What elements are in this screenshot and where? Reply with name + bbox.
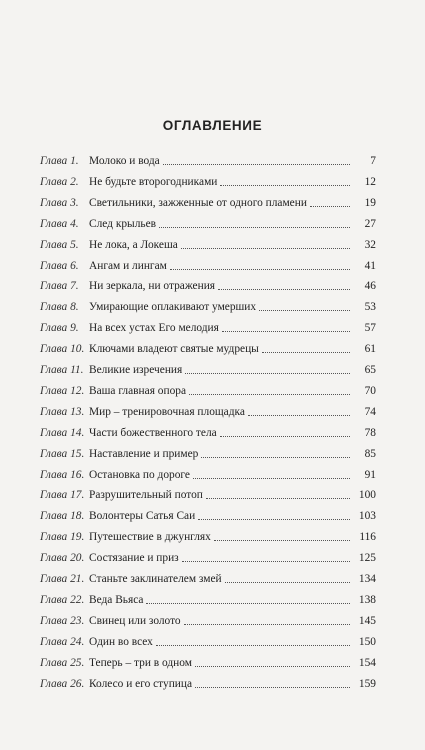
toc-page-number: 154 [358,656,376,669]
toc-leader-dots [218,289,350,290]
toc-page-number: 53 [364,301,376,314]
toc-entry [40,589,376,607]
toc-page-number: 159 [358,677,376,690]
toc-chapter-title: Ни зеркала, ни отражения [89,280,216,293]
toc-chapter-title: Веда Вьяса [89,593,144,606]
toc-entry [40,150,376,168]
toc-chapter-title: Один во всех [89,635,153,648]
toc-chapter-title: Колесо и его ступица [89,677,193,690]
toc-leader-dots [163,164,350,165]
toc-chapter-title: Мир – тренировочная площадка [89,405,245,418]
toc-entry [40,359,376,377]
toc-chapter-title: На всех устах Его мелодия [89,322,219,335]
toc-page-number: 70 [364,384,376,397]
toc-page-number: 100 [358,489,376,502]
toc-entry [40,275,376,293]
toc-page-number: 150 [358,635,376,648]
toc-entry [40,401,376,419]
toc-entry [40,296,376,314]
toc-leader-dots [198,519,350,520]
toc-chapter-number: Глава 10. [40,343,85,356]
toc-entry [40,317,376,335]
toc-entry [40,171,376,189]
toc-page-number: 145 [358,614,376,627]
toc-chapter-number: Глава 6. [40,259,79,272]
toc-leader-dots [159,227,350,228]
toc-leader-dots [156,645,350,646]
toc-chapter-title: Не лока, а Локеша [89,238,178,251]
toc-page-number: 65 [364,364,376,376]
toc-chapter-number: Глава 4. [40,217,79,230]
toc-leader-dots [195,687,350,688]
toc-page-number: 116 [359,531,376,544]
toc-leader-dots [222,331,350,332]
toc-entry [40,192,376,210]
toc-chapter-number: Глава 7. [40,280,79,293]
toc-chapter-title: Молоко и вода [89,155,160,167]
toc-page-number: 19 [364,196,376,209]
toc-entry [40,652,376,670]
toc-page-number: 125 [358,552,376,565]
toc-chapter-title: Великие изречения [89,364,183,376]
toc-page-number: 74 [364,405,376,418]
toc-chapter-number: Глава 20. [40,552,85,565]
toc-entry [40,505,376,523]
toc-entry [40,443,376,461]
toc-leader-dots [170,269,350,270]
toc-leader-dots [220,185,350,186]
toc-leader-dots [182,561,350,562]
toc-page-number: 134 [358,573,376,585]
toc-leader-dots [220,436,350,437]
toc-page-number: 32 [364,238,376,251]
toc-page-number: 61 [364,343,376,356]
toc-page-number: 46 [364,280,376,293]
toc-page-number: 78 [364,426,376,439]
toc-leader-dots [310,206,350,207]
toc-entry [40,547,376,565]
toc-page-number: 27 [364,217,376,230]
toc-chapter-number: Глава 21. [40,573,85,585]
toc-page-number: 85 [364,447,376,460]
toc-page-number: 7 [370,155,376,167]
toc-entry [40,610,376,628]
toc-page-number: 41 [364,259,376,272]
toc-leader-dots [248,415,350,416]
toc-chapter-number: Глава 18. [40,510,85,523]
toc-chapter-title: Части божественного тела [89,426,217,439]
toc-entry [40,338,376,356]
toc-chapter-title: Ключами владеют святые мудрецы [89,343,259,356]
toc-chapter-title: Светильники, зажженные от одного пламени [89,196,307,209]
toc-leader-dots [181,248,350,249]
toc-chapter-title: Ангам и лингам [89,259,167,272]
toc-leader-dots [189,394,350,395]
toc-entry [40,568,376,586]
toc-entry [40,213,376,231]
toc-chapter-number: Глава 5. [40,238,79,251]
toc-entry [40,380,376,398]
toc-chapter-title: Свинец или золото [89,614,181,627]
toc-chapter-number: Глава 14. [40,426,85,439]
toc-chapter-number: Глава 16. [40,468,85,481]
toc-chapter-number: Глава 22. [40,593,85,606]
toc-entry [40,422,376,440]
toc-leader-dots [184,624,350,625]
toc-leader-dots [193,478,350,479]
toc-chapter-number: Глава 26. [40,677,85,690]
toc-chapter-title: Не будьте второгодниками [89,175,218,188]
toc-leader-dots [201,457,350,458]
toc-entry [40,484,376,502]
toc-entry [40,526,376,544]
toc-entry [40,464,376,482]
toc-chapter-number: Глава 19. [40,531,85,544]
toc-leader-dots [146,603,350,604]
toc-page-number: 12 [364,175,376,188]
toc-entry [40,234,376,252]
toc-chapter-title: Ваша главная опора [89,384,187,397]
toc-leader-dots [185,373,350,374]
toc-chapter-number: Глава 2. [40,175,79,188]
toc-chapter-number: Глава 15. [40,447,85,460]
toc-chapter-number: Глава 23. [40,614,85,627]
toc-chapter-number: Глава 11. [40,364,84,376]
toc-chapter-number: Глава 25. [40,656,85,669]
page-title: ОГЛАВЛЕНИЕ [162,118,263,133]
toc-leader-dots [206,498,350,499]
toc-page-number: 103 [358,510,376,523]
toc-leader-dots [195,666,350,667]
toc-page-number: 57 [364,322,376,335]
toc-chapter-number: Глава 13. [40,405,85,418]
toc-chapter-number: Глава 8. [40,301,79,314]
toc-page-number: 138 [358,593,376,606]
toc-chapter-title: Станьте заклинателем змей [89,573,222,585]
toc-entry [40,631,376,649]
toc-chapter-title: Умирающие оплакивают умерших [89,301,257,314]
toc-chapter-title: Разрушительный потоп [89,489,203,502]
toc-chapter-title: Состязание и приз [89,552,179,565]
toc-page-number: 91 [364,468,376,481]
toc-leader-dots [259,310,350,311]
toc-chapter-title: След крыльев [89,217,157,230]
toc-chapter-number: Глава 24. [40,635,85,648]
toc-chapter-title: Волонтеры Сатья Саи [89,510,196,523]
toc-chapter-number: Глава 1. [40,155,79,167]
toc-entry [40,255,376,273]
toc-chapter-number: Глава 9. [40,322,79,335]
toc-chapter-title: Наставление и пример [89,447,199,460]
toc-chapter-title: Теперь – три в одном [89,656,192,669]
toc-chapter-number: Глава 17. [40,489,85,502]
toc-entry [40,673,376,691]
toc-chapter-title: Путешествие в джунглях [89,531,211,544]
toc-leader-dots [262,352,350,353]
toc-leader-dots [214,540,350,541]
toc-chapter-title: Остановка по дороге [89,468,190,481]
toc-leader-dots [225,582,350,583]
toc-chapter-number: Глава 12. [40,384,85,397]
toc-chapter-number: Глава 3. [40,196,79,209]
